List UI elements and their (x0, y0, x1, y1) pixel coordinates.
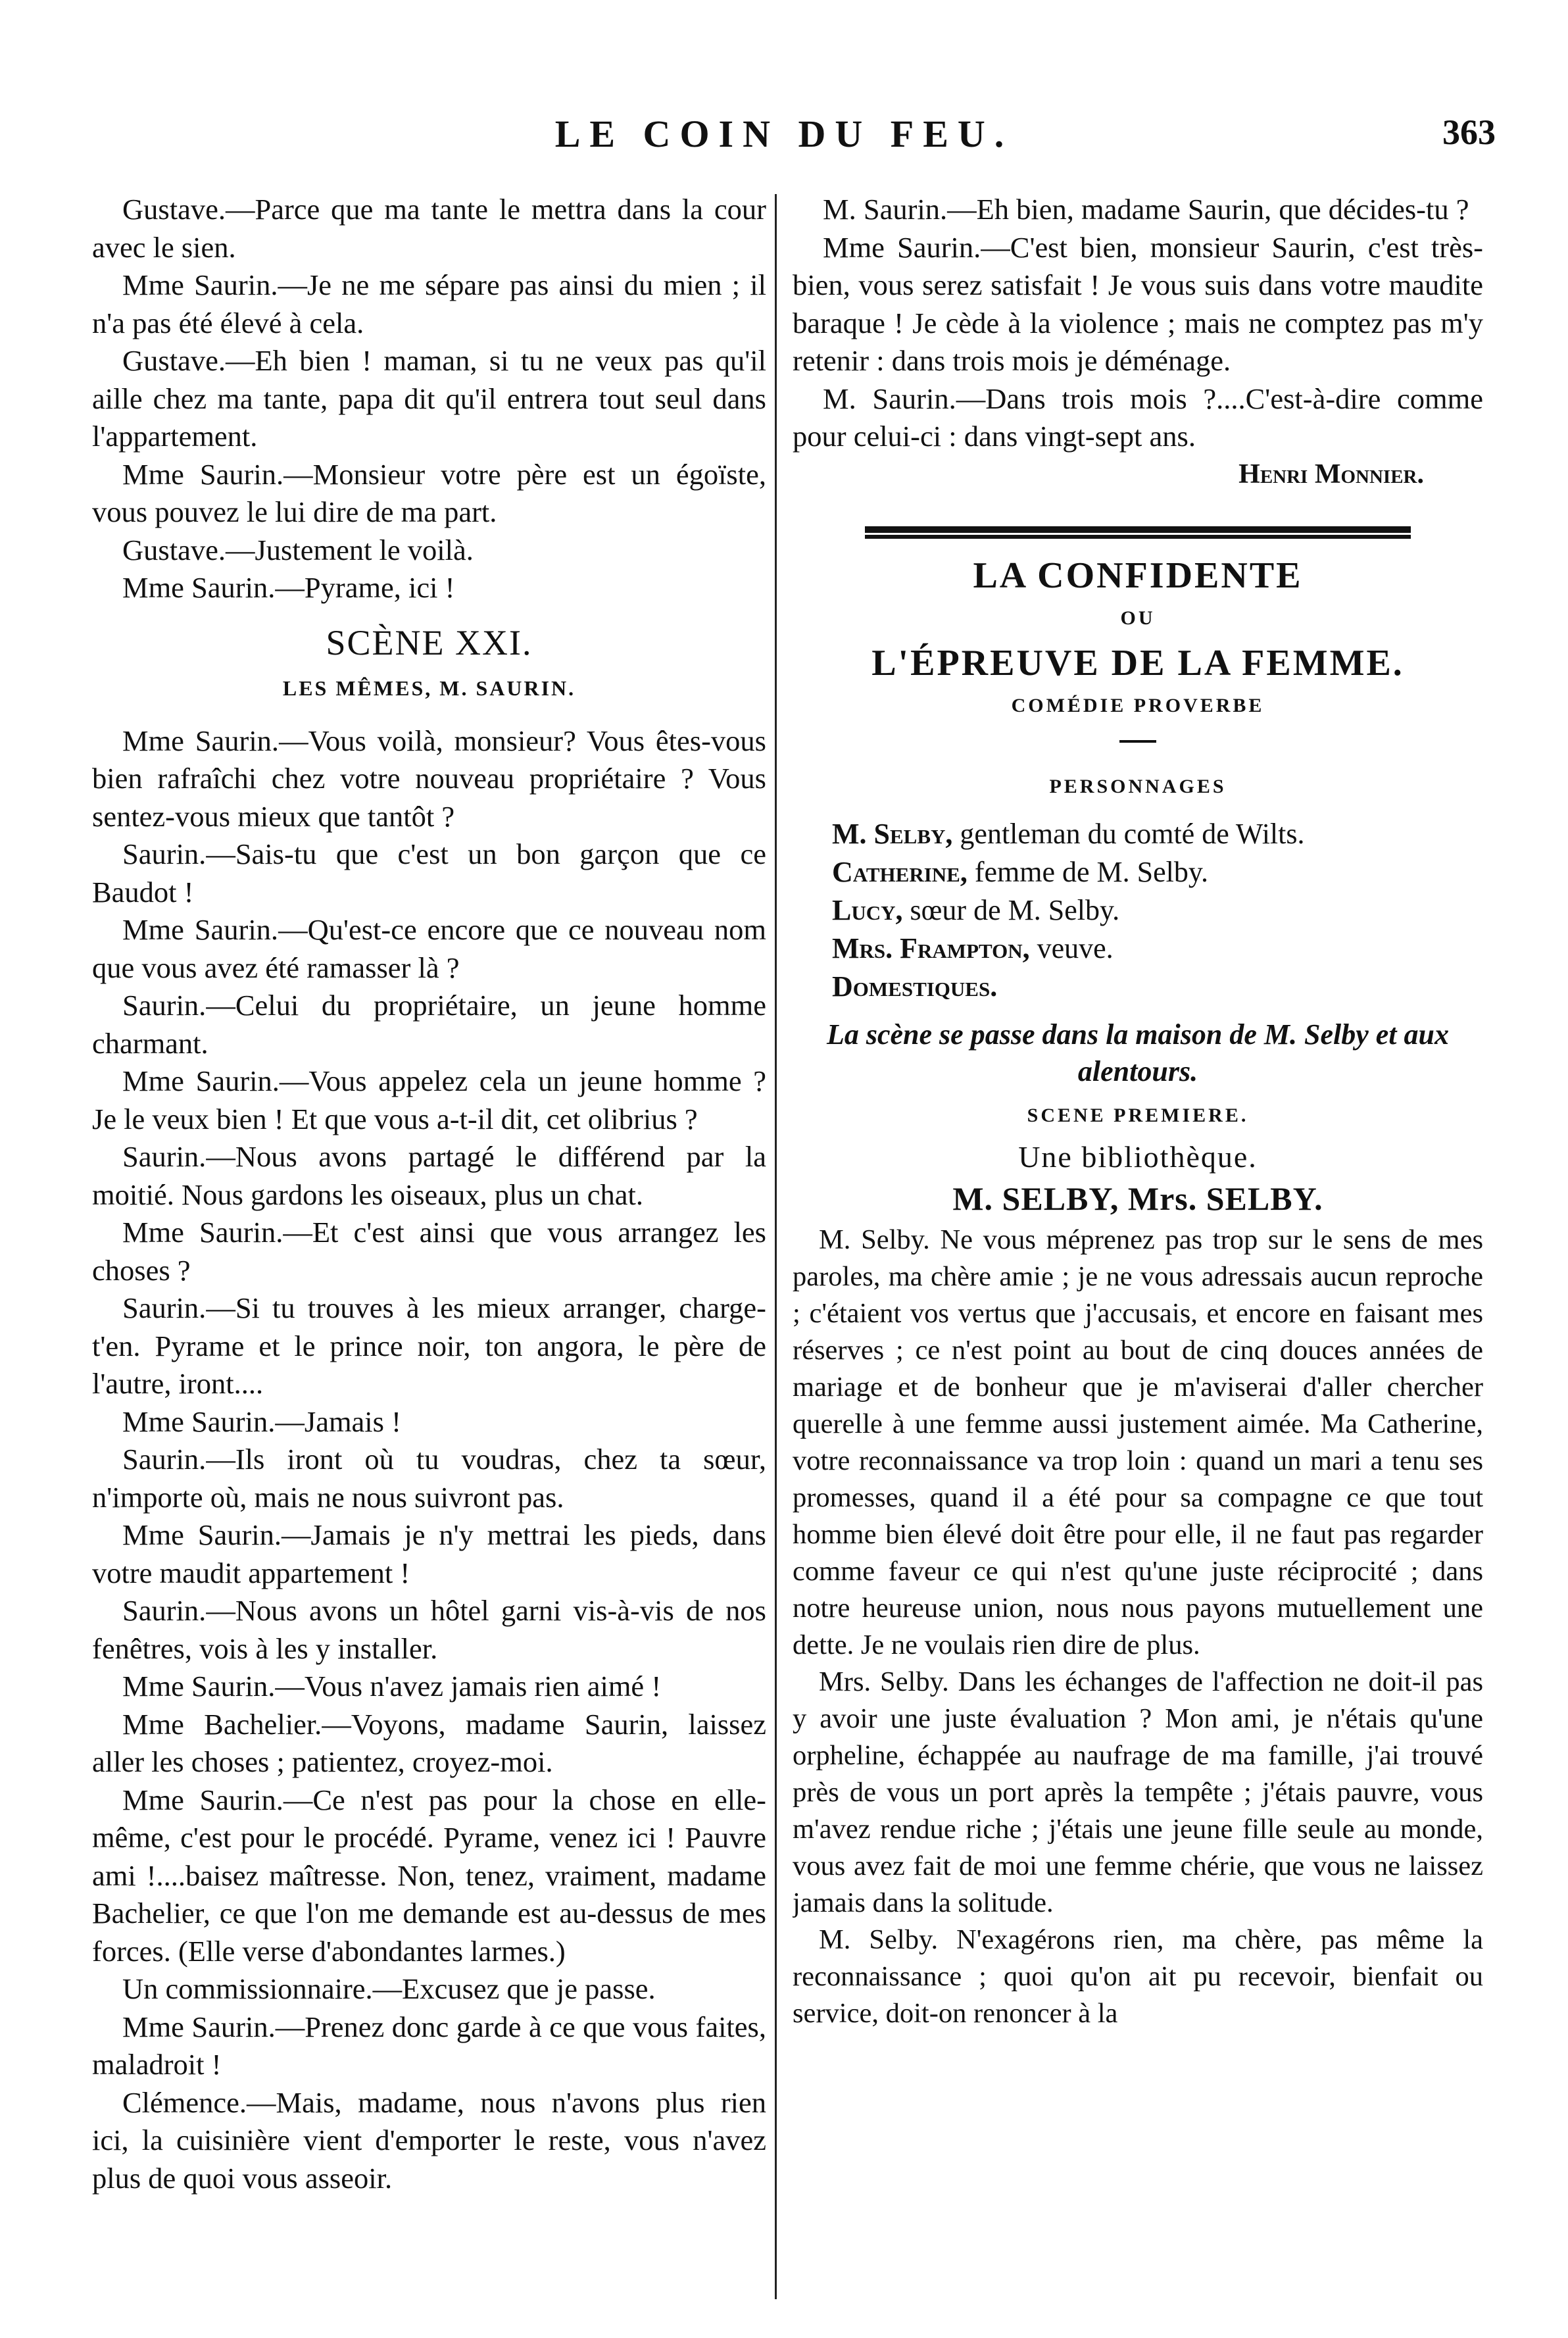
speaker-name: Saurin. (122, 837, 207, 870)
speaker-name: Mme Saurin. (122, 2010, 276, 2043)
speech-paragraph (92, 1138, 766, 1214)
speaker-name: Saurin. (122, 1291, 207, 1324)
speech-paragraph (92, 835, 766, 911)
title-conjunction: OU (1120, 607, 1156, 629)
speech-paragraph (92, 1062, 766, 1138)
personae-heading: PERSONNAGES (1049, 776, 1227, 797)
speaker-name: Gustave. (122, 344, 226, 377)
speaker-name: Mme Saurin. (122, 1216, 283, 1249)
play-subtitle: L'ÉPREUVE DE LA FEMME. (871, 643, 1404, 684)
speech-text: —Vous appelez cela un jeune homme ? Je le veux bien ! Et que vous a-t-il dit, cet olibrius ? (92, 1064, 766, 1135)
persona-entry (832, 891, 1483, 930)
persona-name: Catherine, (832, 855, 968, 888)
dialogue-block (793, 1222, 1483, 2032)
speech-text: —Mais, madame, nous n'avons plus rien ici, la cuisinière vient d'emporter le reste, vous n'avez plus de quoi vous asseoir. (92, 2085, 766, 2195)
persona-name: M. Selby, (832, 817, 953, 850)
persona-name: Lucy, (832, 893, 903, 926)
speech-paragraph (793, 380, 1483, 456)
speaker-name: Saurin. (122, 1140, 207, 1173)
speaker-name: Mme Saurin. (122, 1064, 280, 1097)
speaker-name: M. Saurin. (823, 382, 956, 415)
speech-paragraph (92, 1668, 766, 1706)
personae-list (832, 815, 1483, 1006)
persona-name: Mrs. Frampton, (832, 932, 1030, 964)
speech-paragraph (92, 1781, 766, 1971)
speech-paragraph (92, 1516, 766, 1592)
speech-text: —Vous voilà, monsieur? Vous êtes-vous bien rafraîchi chez votre nouveau propriétaire ? Vous sentez-vous mieux que tantôt ? (92, 724, 766, 833)
speech-paragraph (92, 987, 766, 1062)
speech-paragraph (793, 1664, 1483, 1922)
speaker-name: Mme Saurin. (122, 1670, 276, 1703)
persona-entry (832, 815, 1483, 853)
speech-text: —Ils iront où tu voudras, chez ta sœur, n'importe où, mais ne nous suivront pas. (92, 1443, 766, 1514)
scene-title: SCÈNE XXI. (326, 622, 533, 662)
speech-paragraph (92, 1403, 766, 1441)
speech-text: —Dans trois mois ?....C'est-à-dire comme pour celui-ci : dans vingt-sept ans. (793, 382, 1483, 453)
speaker-name: Mrs. Selby. (819, 1666, 949, 1697)
speaker-name: Saurin. (122, 1443, 207, 1476)
short-rule (1119, 740, 1156, 743)
speech-text: —Eh bien, madame Saurin, que décides-tu ? (947, 193, 1469, 226)
speaker-name: Mme Saurin. (122, 1518, 282, 1551)
persona-entry (832, 930, 1483, 968)
left-column (92, 191, 766, 2309)
speech-text: —Je ne me sépare pas ainsi du mien ; il n'a pas été élevé à cela. (92, 268, 766, 339)
speech-paragraph (92, 342, 766, 456)
dialogue-block (793, 191, 1483, 456)
dialogue-block (92, 722, 766, 2198)
speech-paragraph (92, 722, 766, 836)
speech-text: —Si tu trouves à les mieux arranger, charge-t'en. Pyrame et le prince noir, ton angora, le père de l'autre, iront.... (92, 1291, 766, 1400)
persona-entry (832, 968, 1483, 1006)
speech-paragraph (92, 1214, 766, 1289)
speech-paragraph (92, 1592, 766, 1668)
page-number: 363 (1442, 112, 1496, 152)
speaker-name: Mme Saurin. (823, 230, 981, 264)
speech-text: N'exagérons rien, ma chère, pas même la reconnaissance ; quoi qu'on ait pu recevoir, bienfait ou service, doit-on renoncer à la (793, 1924, 1483, 2029)
speaker-name: Un commissionnaire. (122, 1972, 373, 2005)
page-header (0, 112, 1568, 164)
speaker-name: Clémence. (122, 2085, 247, 2119)
author-signature: Henri Monnier. (1238, 459, 1424, 489)
scene-place: Une bibliothèque. (1018, 1140, 1258, 1174)
play-genre: COMÉDIE PROVERBE (1011, 694, 1265, 716)
speaker-name: Mme Saurin. (122, 1783, 283, 1816)
speaker-name: Mme Saurin. (122, 913, 279, 946)
persona-description: gentleman du comté de Wilts. (952, 817, 1305, 850)
column-divider (775, 194, 777, 2299)
speech-paragraph (92, 266, 766, 342)
speech-text: Dans les échanges de l'affection ne doit-il pas y avoir une juste évaluation ? Mon ami, je n'étais qu'une orpheline, échappée au naufrage de ma famille, j'ai trouvé près de vous un port après la tempête ; j'étais pauvre, vous m'avez rendue riche ; j'étais une jeune fille seule au monde, vous avez fait de moi une femme chérie, que vous ne laissez jamais dans la solitude. (793, 1666, 1483, 1918)
speech-paragraph (92, 2008, 766, 2084)
speech-paragraph (793, 191, 1483, 229)
speech-text: —Jamais je n'y mettrai les pieds, dans votre maudit appartement ! (92, 1518, 766, 1589)
speech-text: —Vous n'avez jamais rien aimé ! (275, 1670, 662, 1703)
speech-paragraph (793, 1922, 1483, 2032)
dialogue-block (92, 191, 766, 607)
speech-text: Ne vous méprenez pas trop sur le sens de mes paroles, ma chère amie ; je ne vous adressais aucun reproche ; c'étaient vos vertus que j'accusais, et encore en faisant mes réserves ; ce n'est point au bout de cinq douces années de mariage et de bonheur que je m'aviserai d'aller chercher querelle à une femme aussi justement aimée. Ma Catherine, votre reconnaissance va trop loin : quand un mari a tenu ses promesses, quand il a été pour sa compagne ce que tout homme bien élevé doit être pour elle, il ne faut pas regarder comme faveur ce qui n'est qu'une juste réciprocité ; dans notre heureuse union, nous nous payons mutuellement une dette. Je ne voulais rien dire de plus. (793, 1224, 1483, 1660)
persona-description: veuve. (1029, 932, 1114, 964)
speech-paragraph (793, 229, 1483, 380)
persona-description: femme de M. Selby. (967, 855, 1209, 888)
speech-text: —Ce n'est pas pour la chose en elle-même, c'est pour le procédé. Pyrame, venez ici ! Pauvre ami !....baisez maîtresse. Non, tenez, vraiment, madame Bachelier, ce que l'on me demande est au-dessus de mes forces. (Elle verse d'abondantes larmes.) (92, 1783, 766, 1968)
scene-cast: LES MÊMES, M. SAURIN. (282, 676, 576, 700)
speaker-name: Mme Bachelier. (122, 1707, 322, 1741)
speech-text: —Nous avons un hôtel garni vis-à-vis de nos fenêtres, vois à les y installer. (92, 1594, 766, 1665)
speech-text: —Monsieur votre père est un égoïste, vous pouvez le lui dire de ma part. (92, 457, 766, 528)
speech-paragraph (92, 911, 766, 987)
speaker-name: Mme Saurin. (122, 268, 278, 301)
speech-paragraph (92, 456, 766, 532)
speech-text: —Voyons, madame Saurin, laissez aller les choses ; patientez, croyez-moi. (92, 1707, 766, 1778)
scene-setting: La scène se passe dans la maison de M. Selby et aux alentours. (827, 1018, 1449, 1087)
speaker-name: Mme Saurin. (122, 571, 276, 604)
play-title: LA CONFIDENTE (973, 555, 1303, 596)
speech-paragraph (92, 1970, 766, 2008)
speech-text: —Excusez que je passe. (372, 1972, 656, 2005)
speaker-name: M. Selby. (819, 1924, 939, 1955)
speech-text: —Pyrame, ici ! (275, 571, 455, 604)
right-column (793, 191, 1483, 2309)
speech-text: —Et c'est ainsi que vous arrangez les choses ? (92, 1216, 766, 1287)
speech-text: —C'est bien, monsieur Saurin, c'est très-bien, vous serez satisfait ! Je vous suis dans votre maudite baraque ! Je cède à la violence ; mais ne comptez pas m'y retenir : dans trois mois je déménage. (793, 230, 1483, 377)
speaker-name: Mme Saurin. (122, 724, 280, 757)
speaker-name: Saurin. (122, 989, 207, 1022)
speech-paragraph (92, 569, 766, 607)
speech-text: —Celui du propriétaire, un jeune homme charmant. (92, 989, 766, 1060)
speech-text: —Justement le voilà. (225, 533, 474, 566)
persona-name: Domestiques. (832, 970, 998, 1003)
speech-paragraph (92, 191, 766, 266)
scene-heading: SCENE PREMIERE. (1027, 1104, 1249, 1126)
speaker-name: M. Selby. (819, 1224, 930, 1255)
speech-text: —Sais-tu que c'est un bon garçon que ce Baudot ! (92, 837, 766, 908)
speech-text: —Prenez donc garde à ce que vous faites, maladroit ! (92, 2010, 766, 2081)
speech-text: —Eh bien ! maman, si tu ne veux pas qu'il aille chez ma tante, papa dit qu'il entrera tout seul dans l'appartement. (92, 344, 766, 453)
speech-text: —Nous avons partagé le différend par la moitié. Nous gardons les oiseaux, plus un chat. (92, 1140, 766, 1211)
speech-paragraph (92, 1706, 766, 1781)
speech-paragraph (92, 532, 766, 570)
speech-paragraph (92, 1441, 766, 1516)
speech-paragraph (92, 2084, 766, 2198)
speaker-name: Saurin. (122, 1594, 207, 1627)
running-title: LE COIN DU FEU. (554, 112, 1014, 155)
speaker-name: M. Saurin. (823, 193, 948, 226)
persona-entry (832, 853, 1483, 891)
speech-text: —Qu'est-ce encore que ce nouveau nom que vous avez été ramasser là ? (92, 913, 766, 984)
speech-paragraph (793, 1222, 1483, 1664)
speaker-name: Gustave. (122, 533, 226, 566)
speaker-name: Mme Saurin. (122, 457, 284, 491)
speaker-name: Gustave. (122, 193, 226, 226)
persona-description: sœur de M. Selby. (902, 893, 1120, 926)
scene-characters: M. SELBY, Mrs. SELBY. (952, 1180, 1323, 1217)
speech-text: —Jamais ! (275, 1405, 401, 1438)
speaker-name: Mme Saurin. (122, 1405, 276, 1438)
section-rule (865, 526, 1411, 535)
speech-text: —Parce que ma tante le mettra dans la cour avec le sien. (92, 193, 766, 264)
speech-paragraph (92, 1289, 766, 1403)
